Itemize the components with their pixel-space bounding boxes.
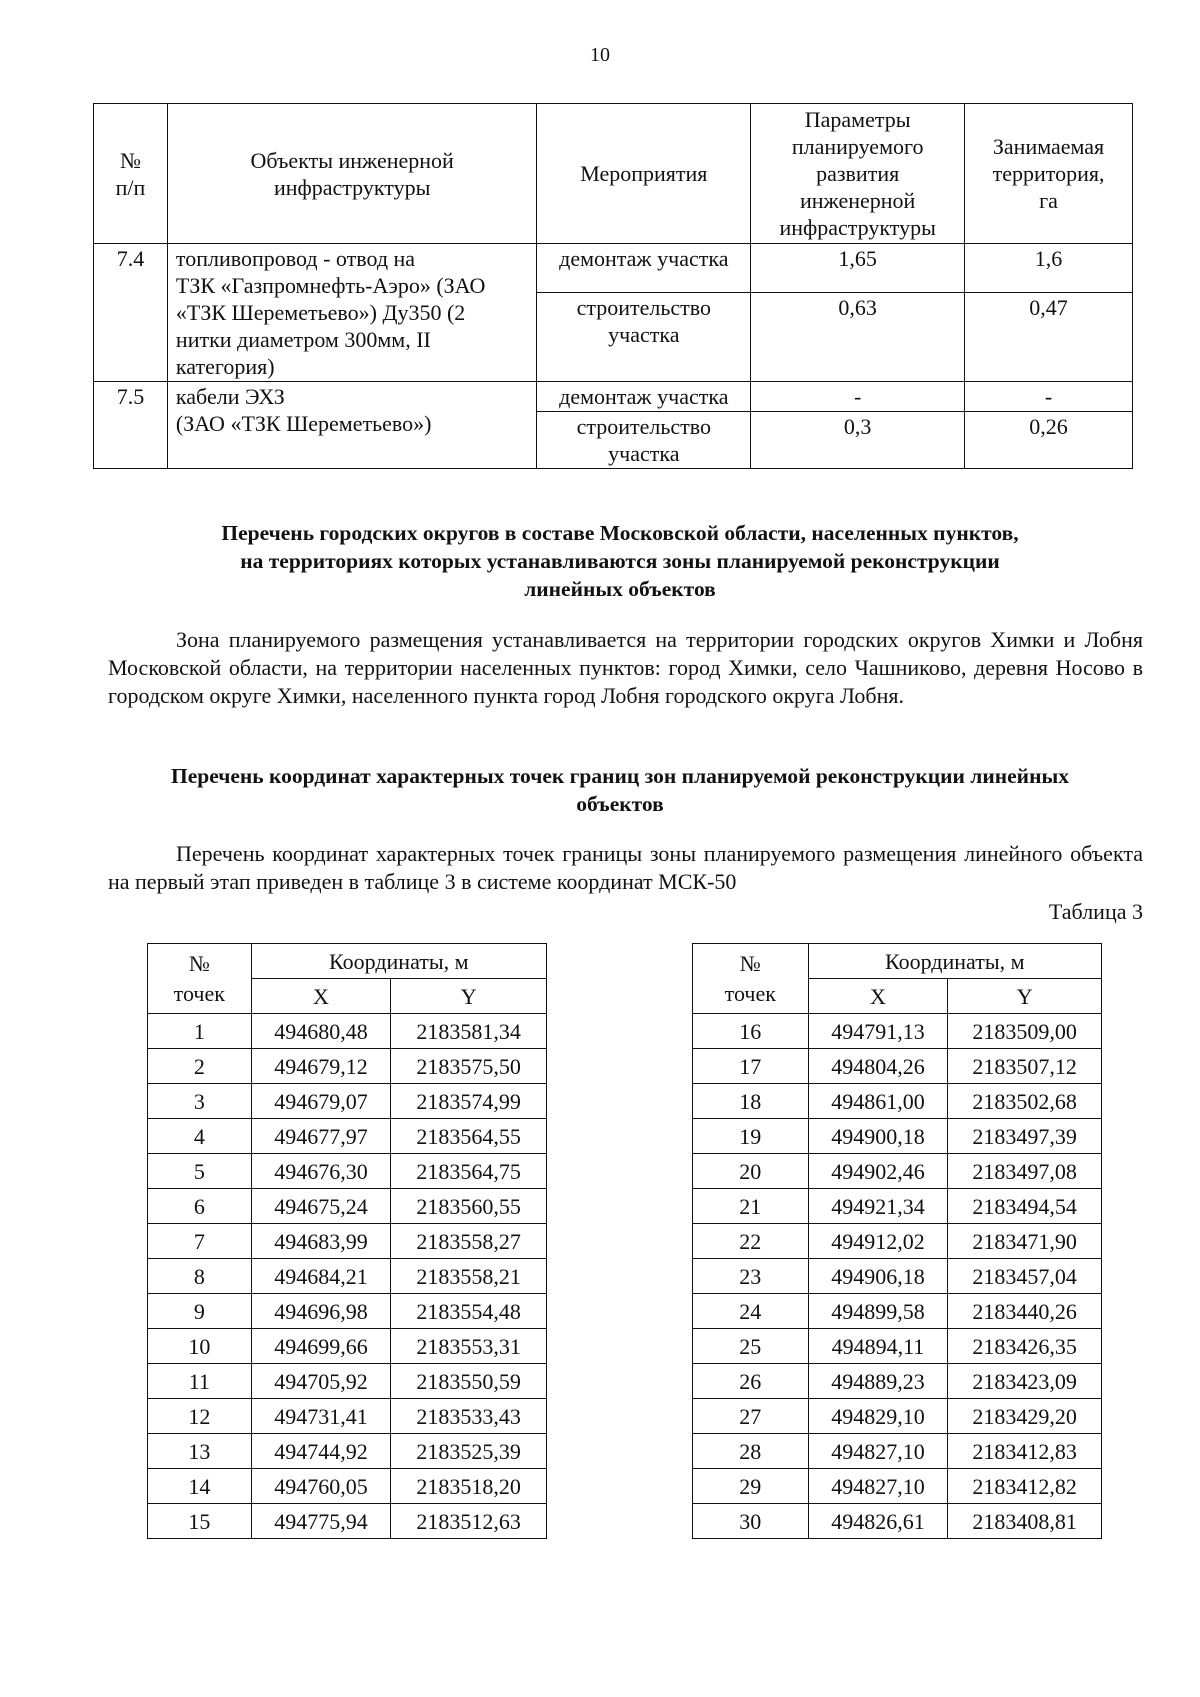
table-header-row — [94, 104, 1133, 244]
infrastructure-table — [93, 103, 1133, 469]
coord-x: 494829,10 — [808, 1399, 948, 1434]
coord-y: 2183502,68 — [948, 1084, 1102, 1119]
table-row — [693, 1084, 1102, 1119]
coord-y: 2183423,09 — [948, 1364, 1102, 1399]
coord-y: 2183512,63 — [391, 1504, 547, 1539]
header-object: Объекты инженерной инфраструктуры — [167, 104, 536, 244]
table-row — [148, 1364, 547, 1399]
row-num: 7.5 — [94, 382, 168, 469]
coordinates-paragraph: Перечень координат характерных точек границы зоны планируемого размещения линейного объекта на первый этап приведен в таблице 3 в системе координат МСК-50 — [108, 841, 1143, 894]
table-row — [94, 244, 1133, 293]
coord-x: 494676,30 — [251, 1154, 391, 1189]
row-object: кабели ЭХЗ (ЗАО «ТЗК Шереметьево») — [167, 382, 536, 469]
table-row — [693, 1469, 1102, 1504]
coord-y: 2183564,75 — [391, 1154, 547, 1189]
point-number: 27 — [693, 1399, 809, 1434]
table-row — [693, 1259, 1102, 1294]
coord-y: 2183581,34 — [391, 1014, 547, 1049]
coord-y: 2183494,54 — [948, 1189, 1102, 1224]
header-coords: Координаты, м — [251, 944, 546, 979]
coord-y: 2183412,83 — [948, 1434, 1102, 1469]
coord-y: 2183471,90 — [948, 1224, 1102, 1259]
point-number: 6 — [148, 1189, 252, 1224]
row-measure: демонтаж участка — [537, 244, 751, 293]
row-area: 0,47 — [965, 293, 1133, 382]
coord-y: 2183564,55 — [391, 1119, 547, 1154]
point-number: 9 — [148, 1294, 252, 1329]
coord-x: 494705,92 — [251, 1364, 391, 1399]
point-number: 2 — [148, 1049, 252, 1084]
coord-y: 2183575,50 — [391, 1049, 547, 1084]
table-row — [148, 1049, 547, 1084]
table-row — [148, 1189, 547, 1224]
row-param: - — [751, 382, 965, 412]
table-row — [693, 1329, 1102, 1364]
table-row — [148, 1154, 547, 1189]
header-x: X — [808, 979, 948, 1014]
coord-x: 494894,11 — [808, 1329, 948, 1364]
point-number: 3 — [148, 1084, 252, 1119]
coord-x: 494680,48 — [251, 1014, 391, 1049]
point-number: 23 — [693, 1259, 809, 1294]
coord-x: 494827,10 — [808, 1434, 948, 1469]
point-number: 26 — [693, 1364, 809, 1399]
point-number: 22 — [693, 1224, 809, 1259]
table-caption: Таблица 3 — [1048, 899, 1143, 924]
point-number: 4 — [148, 1119, 252, 1154]
point-number: 11 — [148, 1364, 252, 1399]
point-number: 25 — [693, 1329, 809, 1364]
header-coords: Координаты, м — [808, 944, 1101, 979]
header-num: № п/п — [94, 104, 168, 244]
coord-y: 2183509,00 — [948, 1014, 1102, 1049]
point-number: 7 — [148, 1224, 252, 1259]
point-number: 18 — [693, 1084, 809, 1119]
coord-y: 2183558,27 — [391, 1224, 547, 1259]
table-row — [693, 1189, 1102, 1224]
coord-x: 494699,66 — [251, 1329, 391, 1364]
coord-y: 2183525,39 — [391, 1434, 547, 1469]
coord-x: 494889,23 — [808, 1364, 948, 1399]
table-row — [148, 1084, 547, 1119]
coord-y: 2183553,31 — [391, 1329, 547, 1364]
point-number: 12 — [148, 1399, 252, 1434]
page-number: 10 — [590, 44, 610, 66]
coord-x: 494696,98 — [251, 1294, 391, 1329]
table-row — [693, 1014, 1102, 1049]
point-number: 20 — [693, 1154, 809, 1189]
table-row — [148, 1329, 547, 1364]
header-area: Занимаемая территория, га — [965, 104, 1133, 244]
coord-x: 494827,10 — [808, 1469, 948, 1504]
coord-x: 494900,18 — [808, 1119, 948, 1154]
coord-x: 494731,41 — [251, 1399, 391, 1434]
point-number: 19 — [693, 1119, 809, 1154]
point-number: 13 — [148, 1434, 252, 1469]
header-y: Y — [391, 979, 547, 1014]
header-point: № точек — [693, 944, 809, 1014]
row-num: 7.4 — [94, 244, 168, 382]
table-row — [148, 1259, 547, 1294]
table-row — [693, 1434, 1102, 1469]
coord-y: 2183574,99 — [391, 1084, 547, 1119]
point-number: 28 — [693, 1434, 809, 1469]
point-number: 14 — [148, 1469, 252, 1504]
point-number: 21 — [693, 1189, 809, 1224]
header-point: № точек — [148, 944, 252, 1014]
coord-y: 2183440,26 — [948, 1294, 1102, 1329]
table-row — [693, 1399, 1102, 1434]
section-heading-districts: Перечень городских округов в составе Московской области, населенных пунктов, на территориях которых устанавливаются зоны планируемой реконструкции линейных объектов — [221, 521, 1019, 601]
header-params: Параметры планируемого развития инженерной инфраструктуры — [751, 104, 965, 244]
point-number: 8 — [148, 1259, 252, 1294]
coord-x: 494791,13 — [808, 1014, 948, 1049]
point-number: 17 — [693, 1049, 809, 1084]
row-param: 0,3 — [751, 412, 965, 469]
coord-x: 494760,05 — [251, 1469, 391, 1504]
point-number: 1 — [148, 1014, 252, 1049]
row-measure: строительство участка — [537, 293, 751, 382]
coord-y: 2183457,04 — [948, 1259, 1102, 1294]
coord-x: 494775,94 — [251, 1504, 391, 1539]
coord-y: 2183408,81 — [948, 1504, 1102, 1539]
table-row — [693, 1294, 1102, 1329]
row-area: - — [965, 382, 1133, 412]
table-row — [94, 382, 1133, 412]
table-row — [148, 1014, 547, 1049]
point-number: 16 — [693, 1014, 809, 1049]
coord-x: 494675,24 — [251, 1189, 391, 1224]
table-row — [693, 1224, 1102, 1259]
header-x: X — [251, 979, 391, 1014]
coord-x: 494683,99 — [251, 1224, 391, 1259]
coord-x: 494861,00 — [808, 1084, 948, 1119]
row-param: 1,65 — [751, 244, 965, 293]
row-object: топливопровод - отвод на ТЗК «Газпромнефть-Аэро» (ЗАО «ТЗК Шереметьево») Ду350 (2 нитки диаметром 300мм, II категория) — [167, 244, 536, 382]
coord-y: 2183497,08 — [948, 1154, 1102, 1189]
coordinates-table-right — [692, 943, 1102, 1539]
coord-x: 494912,02 — [808, 1224, 948, 1259]
coordinates-table-left — [147, 943, 547, 1539]
section-heading-coordinates: Перечень координат характерных точек границ зон планируемой реконструкции линейных объектов — [170, 764, 1069, 816]
table-row — [693, 1364, 1102, 1399]
coord-x: 494921,34 — [808, 1189, 948, 1224]
header-y: Y — [948, 979, 1102, 1014]
coord-y: 2183533,43 — [391, 1399, 547, 1434]
coord-y: 2183550,59 — [391, 1364, 547, 1399]
row-measure: строительство участка — [537, 412, 751, 469]
coord-x: 494804,26 — [808, 1049, 948, 1084]
coord-y: 2183497,39 — [948, 1119, 1102, 1154]
table-row — [148, 1224, 547, 1259]
coord-y: 2183554,48 — [391, 1294, 547, 1329]
coord-x: 494902,46 — [808, 1154, 948, 1189]
table-row — [148, 1119, 547, 1154]
table-row — [148, 1399, 547, 1434]
row-param: 0,63 — [751, 293, 965, 382]
table-row — [693, 1119, 1102, 1154]
coord-x: 494906,18 — [808, 1259, 948, 1294]
table-row — [148, 1504, 547, 1539]
table-row — [148, 1294, 547, 1329]
table-row — [693, 1504, 1102, 1539]
coord-x: 494826,61 — [808, 1504, 948, 1539]
row-area: 1,6 — [965, 244, 1133, 293]
coord-x: 494744,92 — [251, 1434, 391, 1469]
coord-x: 494684,21 — [251, 1259, 391, 1294]
table-row — [148, 1469, 547, 1504]
coord-x: 494679,07 — [251, 1084, 391, 1119]
point-number: 29 — [693, 1469, 809, 1504]
coord-y: 2183518,20 — [391, 1469, 547, 1504]
districts-paragraph: Зона планируемого размещения устанавливается на территории городских округов Химки и Лобня Московской области, на территории населенных пунктов: город Химки, село Чашниково, деревня Носово в городском округе Химки, населенного пункта город Лобня городского округа Лобня. — [108, 627, 1143, 708]
coord-x: 494677,97 — [251, 1119, 391, 1154]
row-area: 0,26 — [965, 412, 1133, 469]
coord-y: 2183560,55 — [391, 1189, 547, 1224]
coord-y: 2183429,20 — [948, 1399, 1102, 1434]
point-number: 5 — [148, 1154, 252, 1189]
coord-y: 2183558,21 — [391, 1259, 547, 1294]
header-measures: Мероприятия — [537, 104, 751, 244]
coord-y: 2183412,82 — [948, 1469, 1102, 1504]
table-row — [148, 1434, 547, 1469]
coord-y: 2183507,12 — [948, 1049, 1102, 1084]
point-number: 15 — [148, 1504, 252, 1539]
point-number: 24 — [693, 1294, 809, 1329]
coord-y: 2183426,35 — [948, 1329, 1102, 1364]
point-number: 10 — [148, 1329, 252, 1364]
coord-x: 494899,58 — [808, 1294, 948, 1329]
coord-x: 494679,12 — [251, 1049, 391, 1084]
point-number: 30 — [693, 1504, 809, 1539]
table-row — [693, 1049, 1102, 1084]
table-row — [693, 1154, 1102, 1189]
row-measure: демонтаж участка — [537, 382, 751, 412]
